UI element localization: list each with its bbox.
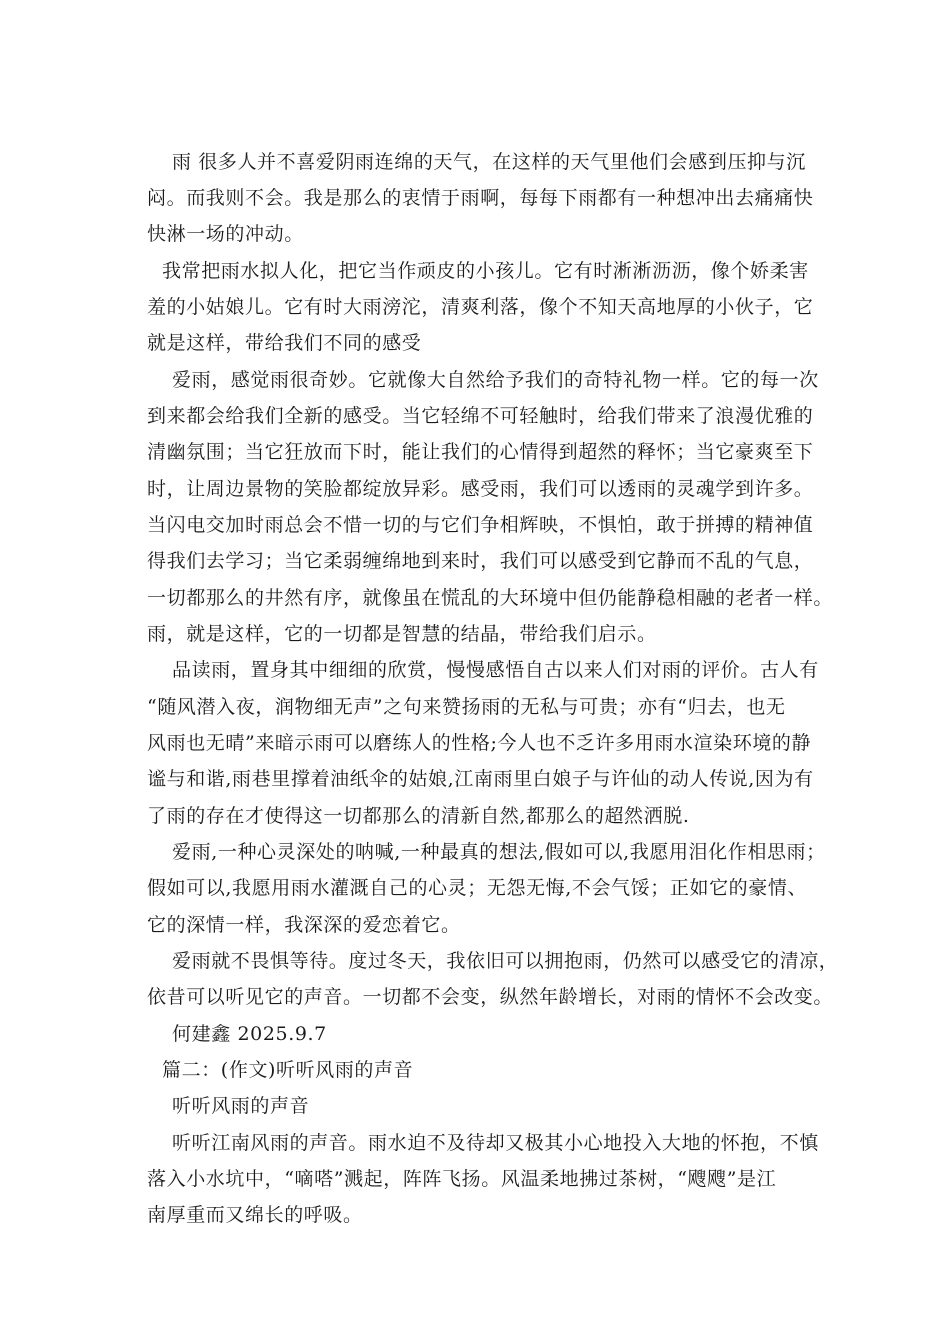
text-line: 爱雨，感觉雨很奇妙。它就像大自然给予我们的奇特礼物一样。它的每一次: [172, 369, 819, 391]
section-heading: 篇二：(作文)听听风雨的声音: [162, 1059, 414, 1081]
text-line: 风雨也无晴”来暗示雨可以磨练人的性格;今人也不乏许多用雨水渲染环境的静: [147, 732, 812, 754]
text-line: 清幽氛围；当它狂放而下时，能让我们的心情得到超然的释怀；当它豪爽至下: [147, 441, 814, 463]
text-line: 落入小水坑中，“嘀嗒”溅起，阵阵飞扬。风温柔地拂过茶树，“飕飕”是江: [147, 1168, 777, 1190]
text-line: 得我们去学习；当它柔弱缠绵地到来时，我们可以感受到它静而不乱的气息，: [147, 550, 814, 572]
text-line: 听听江南风雨的声音。雨水迫不及待却又极其小心地投入大地的怀抱，不慎: [172, 1132, 819, 1154]
text-line: 时，让周边景物的笑脸都绽放异彩。感受雨，我们可以透雨的灵魂学到许多。: [147, 478, 814, 500]
text-line: 雨，就是这样，它的一切都是智慧的结晶，带给我们启示。: [147, 623, 657, 645]
text-line: 爱雨,一种心灵深处的呐喊,一种最真的想法,假如可以,我愿用泪化作相思雨；: [172, 841, 826, 863]
text-line: “随风潜入夜，润物细无声”之句来赞扬雨的无私与可贵；亦有“归去，也无: [147, 696, 786, 718]
text-line: 依昔可以听见它的声音。一切都不会变，纵然年龄增长，对雨的情怀不会改变。: [147, 986, 834, 1008]
text-line: 了雨的存在才使得这一切都那么的清新自然,都那么的超然洒脱.: [147, 805, 690, 827]
text-line: 到来都会给我们全新的感受。当它轻绵不可轻触时，给我们带来了浪漫优雅的: [147, 405, 814, 427]
text-line: 品读雨，置身其中细细的欣赏，慢慢感悟自古以来人们对雨的评价。古人有: [172, 659, 819, 681]
text-line: 当闪电交加时雨总会不惜一切的与它们争相辉映，不惧怕，敢于拼搏的精神值: [147, 514, 814, 536]
text-line: 雨 很多人并不喜爱阴雨连绵的天气，在这样的天气里他们会感到压抑与沉: [172, 151, 806, 173]
text-line: 它的深情一样，我深深的爱恋着它。: [147, 914, 461, 936]
text-line: 我常把雨水拟人化，把它当作顽皮的小孩儿。它有时淅淅沥沥，像个娇柔害: [162, 260, 809, 282]
author-date-line: 何建鑫 2025.9.7: [172, 1023, 327, 1045]
text-line: 谧与和谐,雨巷里撑着油纸伞的姑娘,江南雨里白娘子与许仙的动人传说,因为有: [147, 768, 814, 790]
text-line: 就是这样，带给我们不同的感受: [147, 332, 422, 354]
text-line: 闷。而我则不会。我是那么的衷情于雨啊，每每下雨都有一种想冲出去痛痛快: [147, 187, 814, 209]
text-line: 快淋一场的冲动。: [147, 223, 304, 245]
essay-title: 听听风雨的声音: [172, 1095, 310, 1117]
text-line: 假如可以,我愿用雨水灌溉自己的心灵；无怨无悔,不会气馁；正如它的豪情、: [147, 877, 808, 899]
text-line: 爱雨就不畏惧等待。度过冬天，我依旧可以拥抱雨，仍然可以感受它的清凉，: [172, 950, 839, 972]
text-line: 羞的小姑娘儿。它有时大雨滂沱，清爽利落，像个不知天高地厚的小伙子，它: [147, 296, 814, 318]
text-line: 南厚重而又绵长的呼吸。: [147, 1204, 363, 1226]
text-line: 一切都那么的井然有序，就像虽在慌乱的大环境中但仍能静稳相融的老者一样。: [147, 587, 834, 609]
